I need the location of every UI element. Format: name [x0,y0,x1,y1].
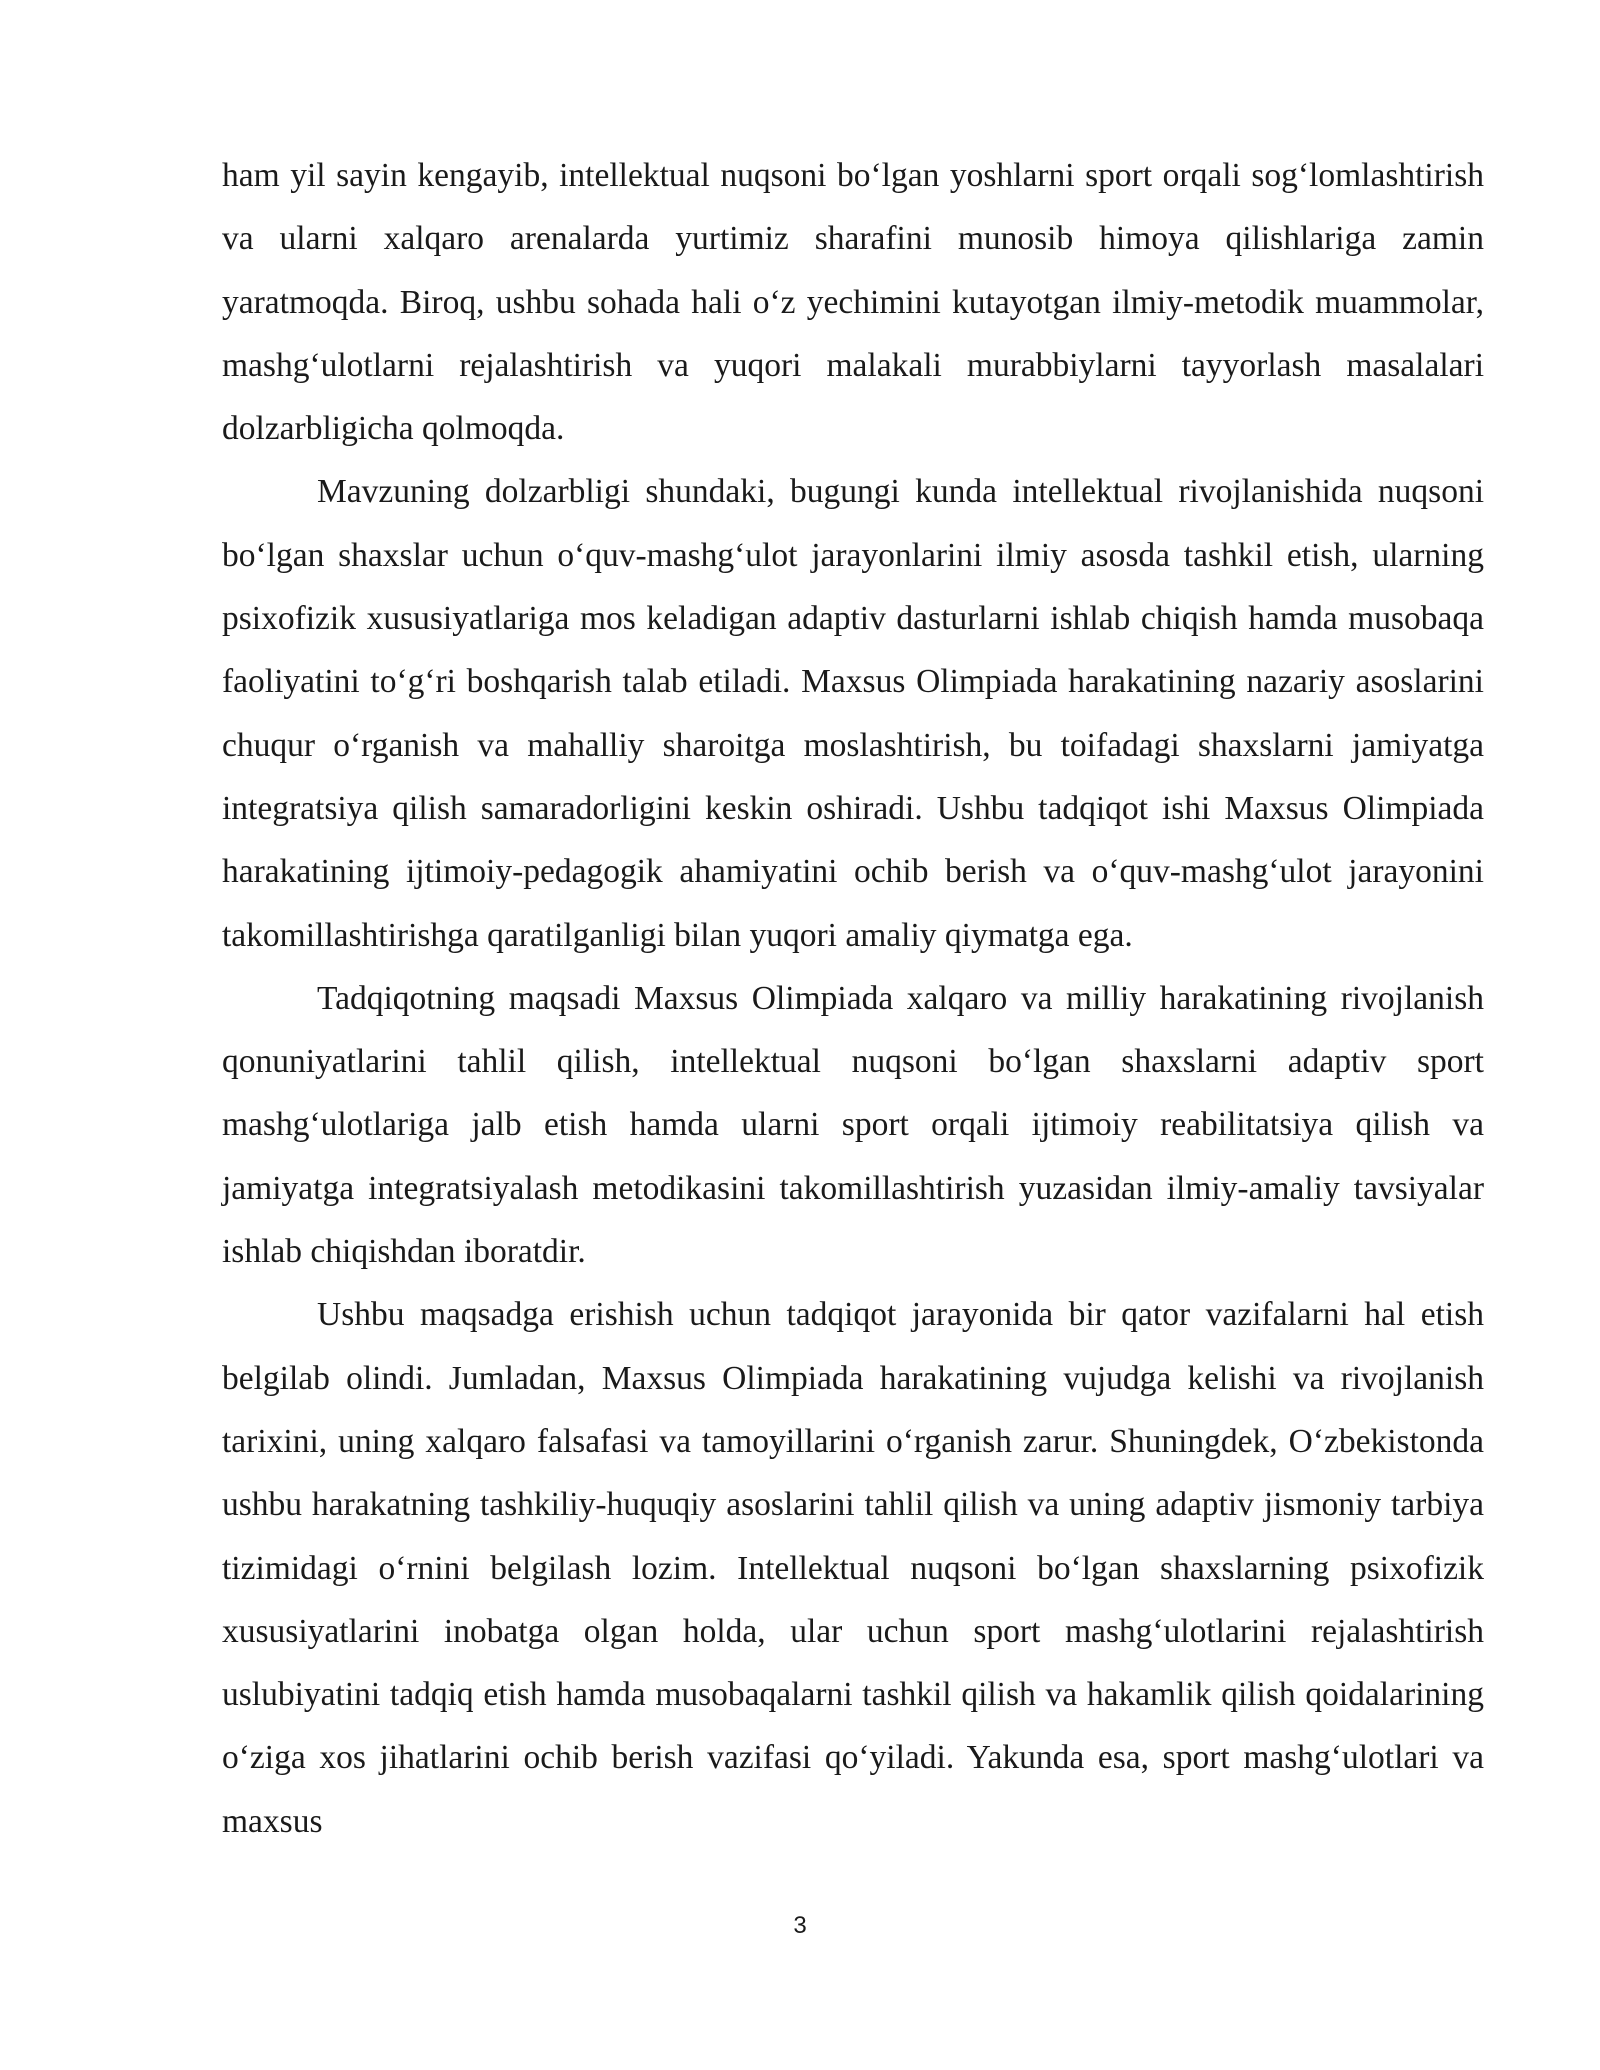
paragraph-research-goal: Tadqiqotning maqsadi Maxsus Olimpiada xalqaro va milliy harakatining rivojlanish qonuniyatlarini tahlil qilish, intellektual nuqsoni bo‘lgan shaxslarni adaptiv sport mashg‘ulotlariga jalb etish hamda ularni sport orqali ijtimoiy reabilitatsiya qilish va jamiyatga integratsiyalash metodikasini takomillashtirish yuzasidan ilmiy-amaliy tavsiyalar ishlab chiqishdan iboratdir. [222,979,1484,1271]
paragraph-continuation: ham yil sayin kengayib, intellektual nuqsoni bo‘lgan yoshlarni sport orqali sog‘lomlashtirish va ularni xalqaro arenalarda yurtimiz sharafini munosib himoya qilishlariga zamin yaratmoqda. Biroq, ushbu sohada hali o‘z yechimini kutayotgan ilmiy-metodik muammolar, mashg‘ulotlarni rejalashtirish va yuqori malakali murabbiylarni tayyorlash masalalari dolzarbligicha qolmoqda. [222,157,1484,448]
page-number: 3 [793,1912,807,1939]
paragraph-relevance: Mavzuning dolzarbligi shundaki, bugungi kunda intellektual rivojlanishida nuqsoni bo‘lgan shaxslar uchun o‘quv-mashg‘ulot jarayonlarini ilmiy asosda tashkil etish, ularning psixofizik xususiyatlariga mos keladigan adaptiv dasturlarni ishlab chiqish hamda musobaqa faoliyatini to‘g‘ri boshqarish talab etiladi. Maxsus Olimpiada harakatining nazariy asoslarini chuqur o‘rganish va mahalliy sharoitga moslashtirish, bu toifadagi shaxslarni jamiyatga integratsiya qilish samaradorligini keskin oshiradi. Ushbu tadqiqot ishi Maxsus Olimpiada harakatining ijtimoiy-pedagogik ahamiyatini ochib berish va o‘quv-mashg‘ulot jarayonini takomillashtirishga qaratilganligi bilan yuqori amaliy qiymatga ega. [222,473,1484,954]
body-text [222,144,1484,1853]
paragraph-research-tasks: Ushbu maqsadga erishish uchun tadqiqot jarayonida bir qator vazifalarni hal etish belgilab olindi. Jumladan, Maxsus Olimpiada harakatining vujudga kelishi va rivojlanish tarixini, uning xalqaro falsafasi va tamoyillarini o‘rganish zarur. Shuningdek, O‘zbekistonda ushbu harakatning tashkiliy-huquqiy asoslarini tahlil qilish va uning adaptiv jismoniy tarbiya tizimidagi o‘rnini belgilash lozim. Intellektual nuqsoni bo‘lgan shaxslarning psixofizik xususiyatlarini inobatga olgan holda, ular uchun sport mashg‘ulotlarini rejalashtirish uslubiyatini tadqiq etish hamda musobaqalarni tashkil qilish va hakamlik qilish qoidalarining o‘ziga xos jihatlarini ochib berish vazifasi qo‘yiladi. Yakunda esa, sport mashg‘ulotlari va maxsus [222,1296,1484,1840]
